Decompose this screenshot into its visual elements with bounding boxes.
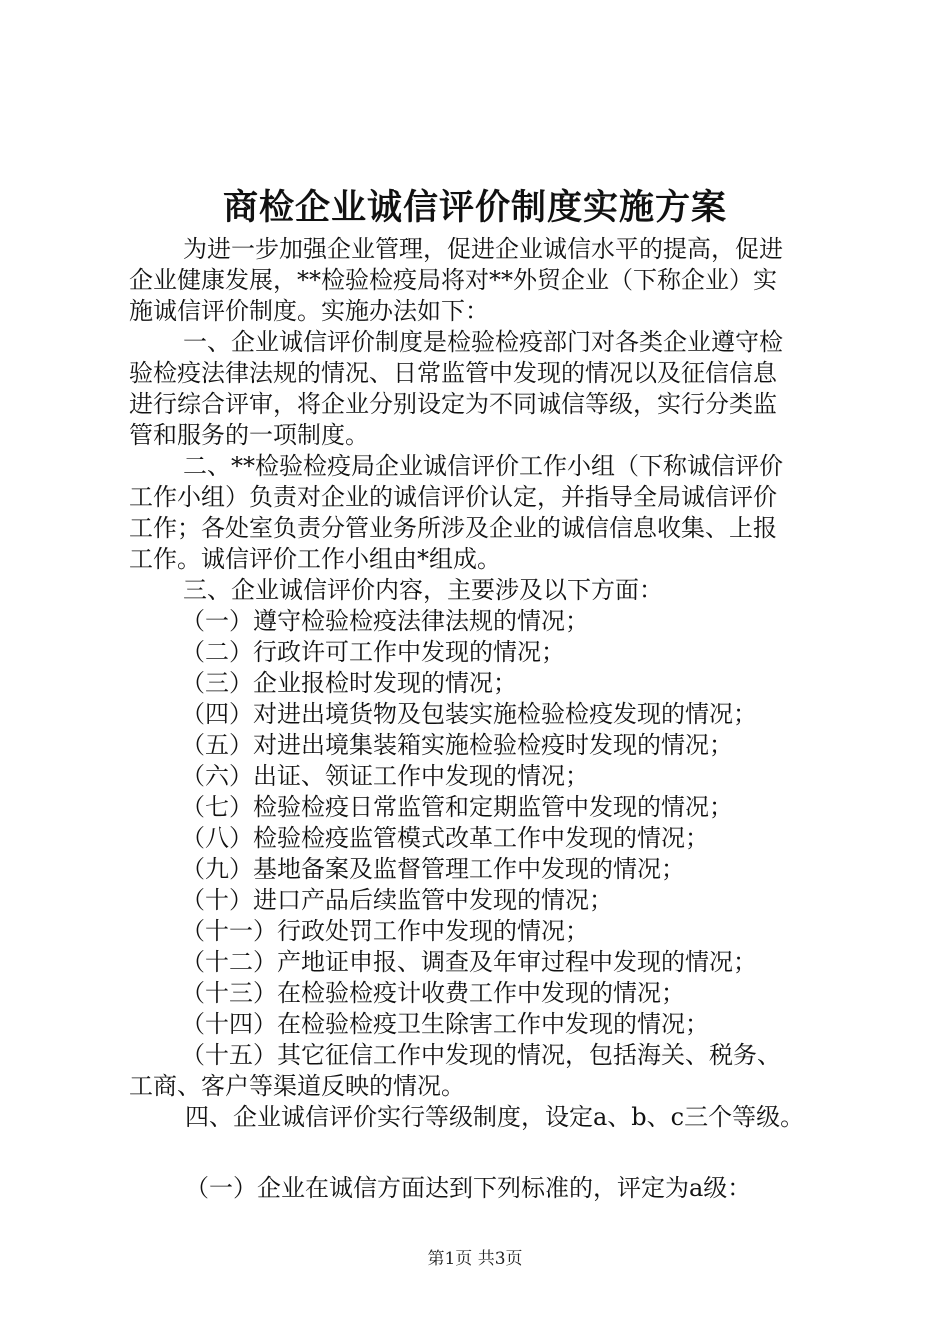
list-item: （十三）在检验检疫计收费工作中发现的情况； <box>181 979 685 1007</box>
paragraph-line: 为进一步加强企业管理，促进企业诚信水平的提高，促进 <box>183 235 783 263</box>
list-item: （四）对进出境货物及包装实施检验检疫发现的情况； <box>181 700 757 728</box>
paragraph-line: 二、**检验检疫局企业诚信评价工作小组（下称诚信评价 <box>183 452 783 480</box>
paragraph-line: 施诚信评价制度。实施办法如下： <box>129 297 489 325</box>
paragraph-line: 一、企业诚信评价制度是检验检疫部门对各类企业遵守检 <box>183 328 783 356</box>
list-item: （十一）行政处罚工作中发现的情况； <box>181 917 589 945</box>
paragraph-gap <box>129 1133 829 1173</box>
list-item: （二）行政许可工作中发现的情况； <box>181 638 565 666</box>
paragraph-line: 管和服务的一项制度。 <box>129 421 369 449</box>
paragraph-line: 工作；各处室负责分管业务所涉及企业的诚信信息收集、上报 <box>129 514 777 542</box>
document-body <box>129 234 829 1204</box>
list-item: （七）检验检疫日常监管和定期监管中发现的情况； <box>181 793 733 821</box>
paragraph-line: 进行综合评审，将企业分别设定为不同诚信等级，实行分类监 <box>129 390 777 418</box>
paragraph-line: 三、企业诚信评价内容，主要涉及以下方面： <box>183 576 663 604</box>
paragraph-line: 工作小组）负责对企业的诚信评价认定，并指导全局诚信评价 <box>129 483 777 511</box>
list-item: （十五）其它征信工作中发现的情况，包括海关、税务、 <box>181 1041 781 1069</box>
list-item: （一）遵守检验检疫法律法规的情况； <box>181 607 589 635</box>
list-item: （十）进口产品后续监管中发现的情况； <box>181 886 613 914</box>
list-item: （八）检验检疫监管模式改革工作中发现的情况； <box>181 824 709 852</box>
list-item: （十四）在检验检疫卫生除害工作中发现的情况； <box>181 1010 709 1038</box>
document-title: 商检企业诚信评价制度实施方案 <box>222 187 727 228</box>
paragraph-line: 企业健康发展，**检验检疫局将对**外贸企业（下称企业）实 <box>129 266 777 294</box>
page-footer: 第1页 共3页 <box>427 1249 523 1269</box>
paragraph-line: 工商、客户等渠道反映的情况。 <box>129 1072 465 1100</box>
list-item: （三）企业报检时发现的情况； <box>181 669 517 697</box>
list-item: （十二）产地证申报、调查及年审过程中发现的情况； <box>181 948 757 976</box>
paragraph-line: 验检疫法律法规的情况、日常监管中发现的情况以及征信信息 <box>129 359 777 387</box>
paragraph-line: 工作。诚信评价工作小组由*组成。 <box>129 545 501 573</box>
paragraph-line: （一）企业在诚信方面达到下列标准的，评定为a级： <box>185 1174 752 1202</box>
list-item: （五）对进出境集装箱实施检验检疫时发现的情况； <box>181 731 733 759</box>
paragraph-line: 四、企业诚信评价实行等级制度，设定a、b、c三个等级。 <box>185 1103 805 1131</box>
list-item: （九）基地备案及监督管理工作中发现的情况； <box>181 855 685 883</box>
list-item: （六）出证、领证工作中发现的情况； <box>181 762 589 790</box>
